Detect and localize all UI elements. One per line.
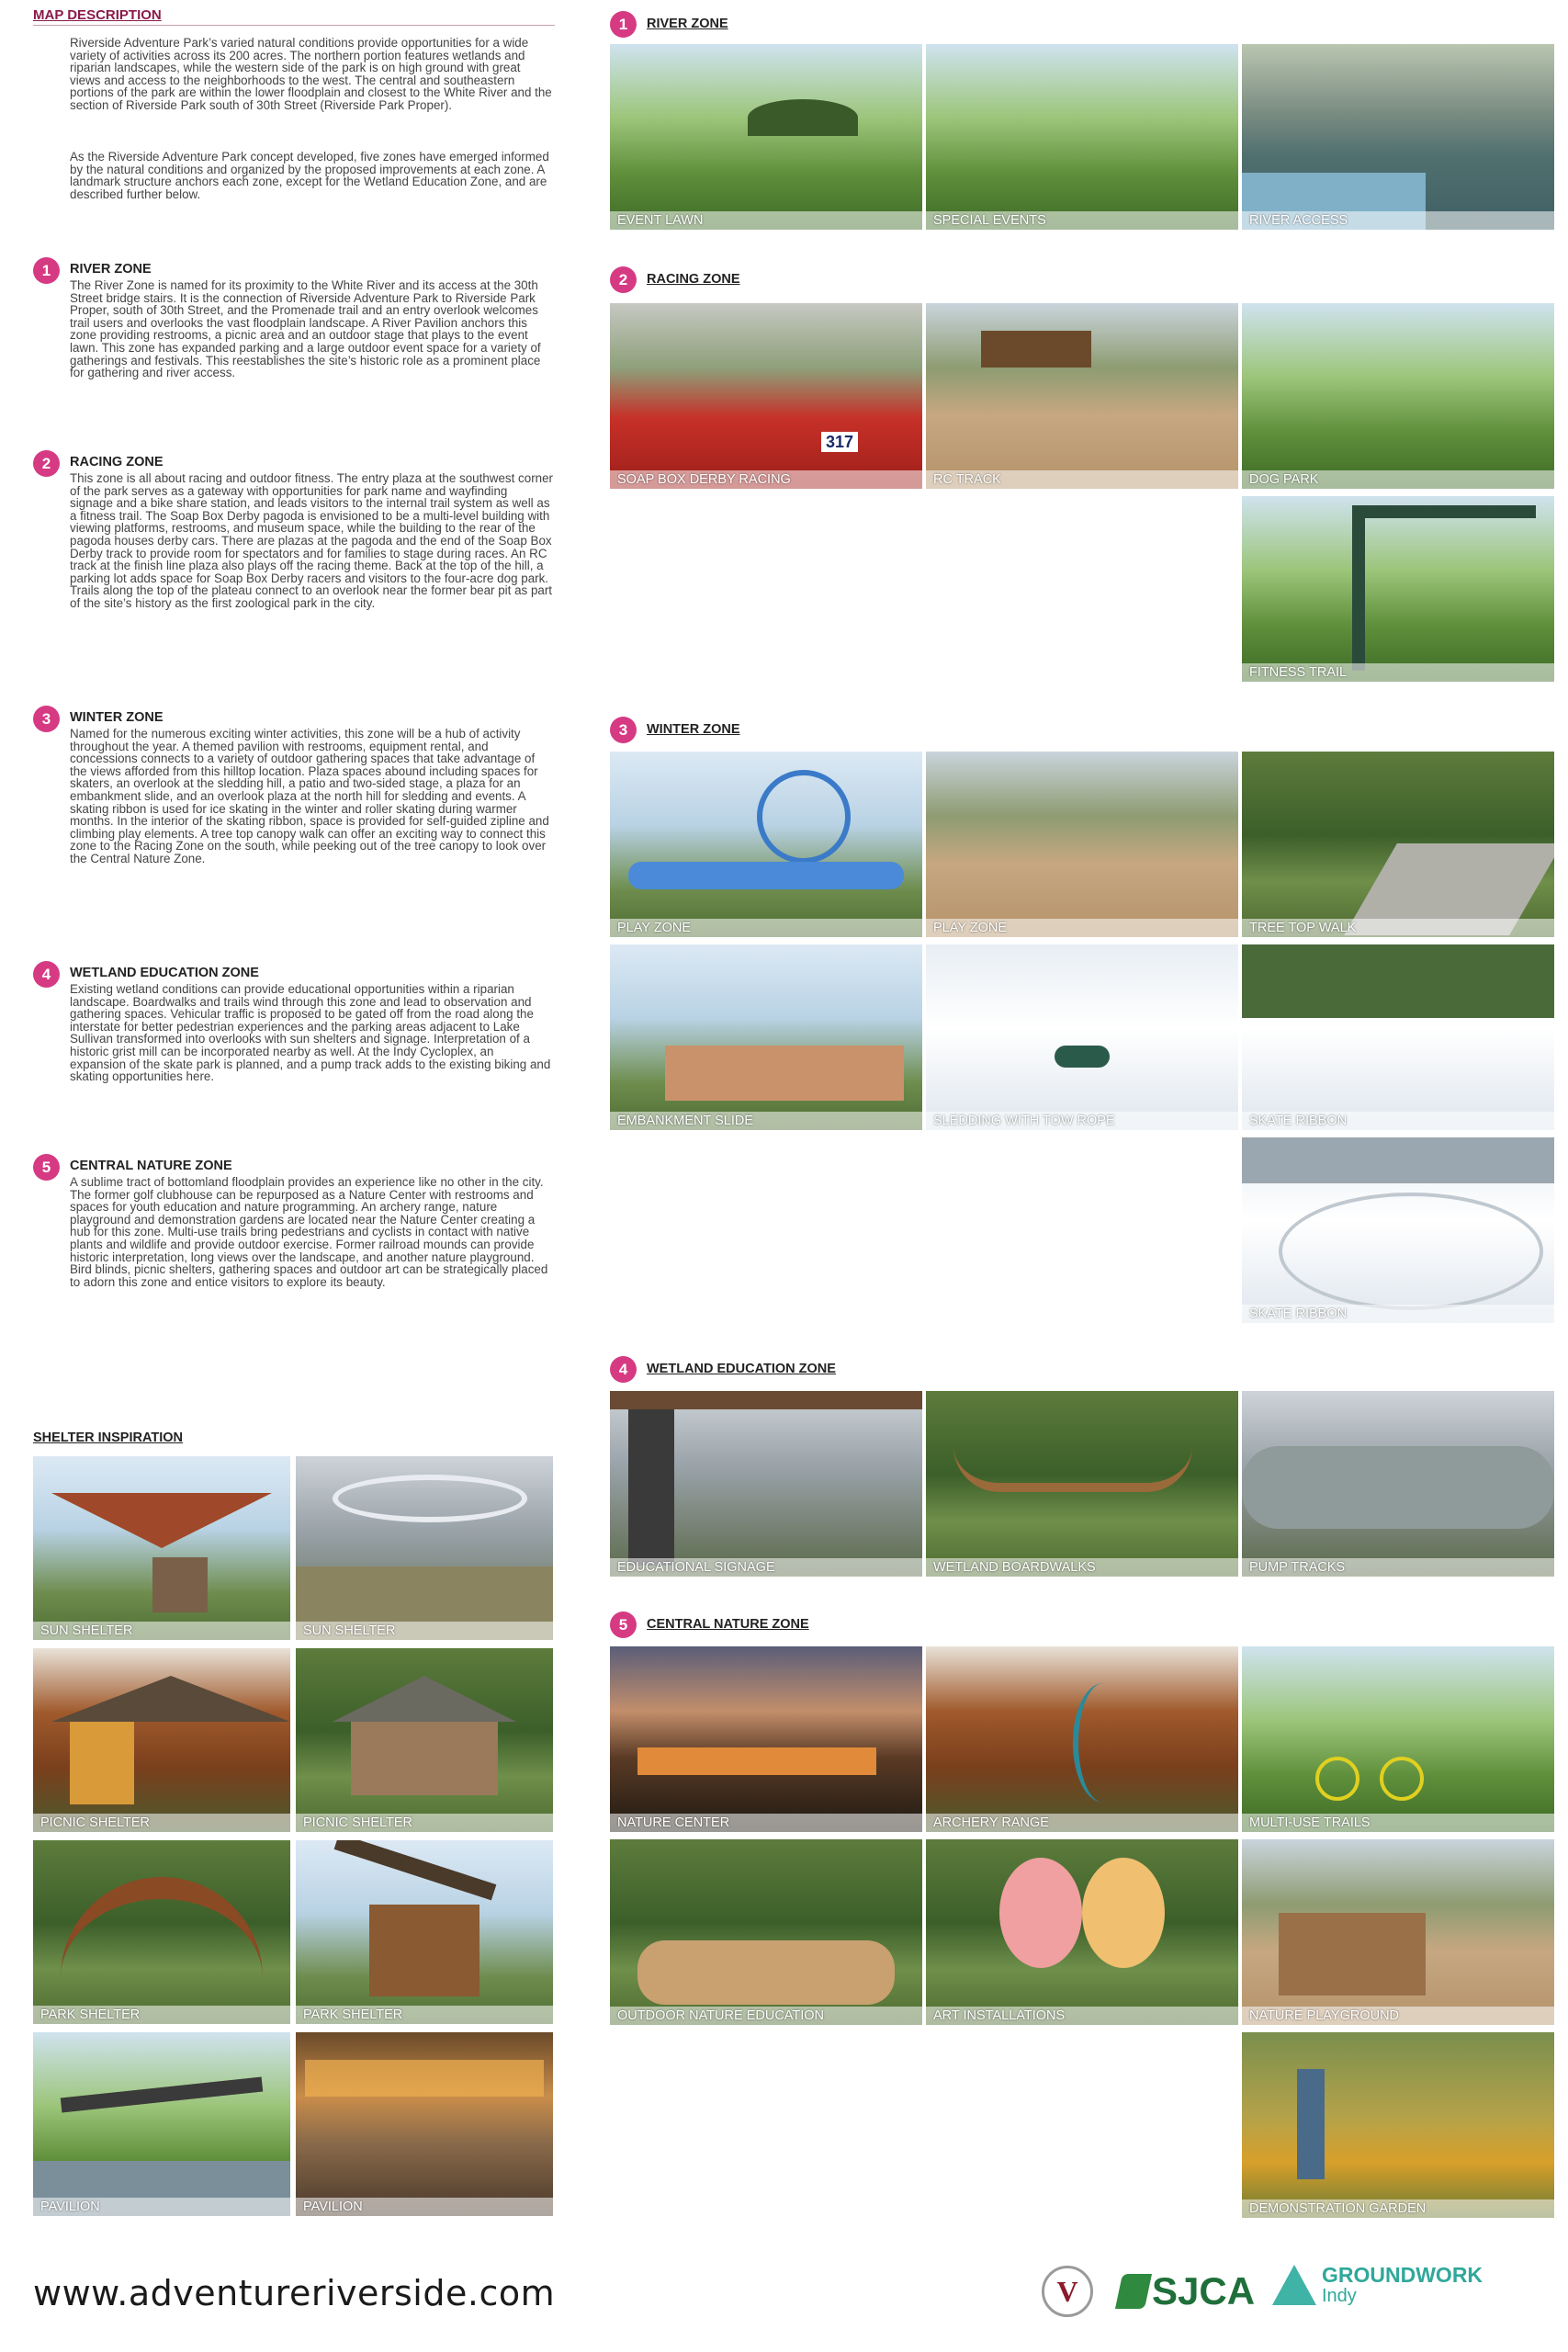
gallery-photo (1242, 303, 1554, 489)
photo-caption: ART INSTALLATIONS (926, 2007, 1238, 2025)
gallery-zone-5-title: CENTRAL NATURE ZONE (647, 1617, 809, 1632)
gallery-photo (1242, 1137, 1554, 1323)
gallery-zone-3-title: WINTER ZONE (647, 722, 740, 737)
shelter-photo (33, 1456, 290, 1640)
photo-caption: EMBANKMENT SLIDE (610, 1112, 922, 1130)
photo-caption: PICNIC SHELTER (296, 1814, 553, 1832)
photo-caption: PAVILION (296, 2198, 553, 2216)
photo-caption: DOG PARK (1242, 470, 1554, 489)
photo-caption: FITNESS TRAIL (1242, 663, 1554, 682)
photo-caption: WETLAND BOARDWALKS (926, 1558, 1238, 1577)
triangle-icon (1272, 2265, 1316, 2305)
photo-caption: MULTI-USE TRAILS (1242, 1814, 1554, 1832)
gallery-photo (1242, 752, 1554, 937)
photo-caption: TREE TOP WALK (1242, 919, 1554, 937)
photo-caption: ARCHERY RANGE (926, 1814, 1238, 1832)
photo-caption: SKATE RIBBON (1242, 1305, 1554, 1323)
gallery-zone-5-badge: 5 (610, 1611, 637, 1638)
gallery-zone-2-title: RACING ZONE (647, 272, 740, 287)
shelter-photo (296, 2032, 553, 2216)
photo-caption: NATURE CENTER (610, 1814, 922, 1832)
map-description-paragraph-2: As the Riverside Adventure Park concept developed, five zones have emerged informed by the natural conditions and organized by the proposed improvements at each zone. A landmark structure anchors each zone, except for the Wetland Education Zone, and are described further below. (70, 150, 549, 201)
zone-1-description: The River Zone is named for its proximity to the White River and its access at the 30th Street bridge stairs. It is the connection of Riverside Adventure Park to Riverside Park Proper, south of 30th Street, and the Promenade trail and an entry overlook welcomes trail users and overlooks the vast floodplain landscape. A River Pavilion anchors this zone providing restrooms, a picnic area and an outdoor stage that plays to the event lawn. This zone has expanded parking and a large outdoor event space for a variety of gatherings and festivals. This reestablishes the site’s historic role as a prominent place for gathering and river access. (70, 278, 541, 380)
gallery-photo (1242, 1839, 1554, 2025)
photo-caption: EVENT LAWN (610, 211, 922, 230)
zone-4-description: Existing wetland conditions can provide educational opportunities within a riparian landscape. Boardwalks and trails wind through this zone and lead to observation and gathering spaces. Vehicular traffic is proposed to be gated off from the road along the interstate for better pedestrian experiences and the parking areas adjacent to Lake Sullivan transformed into overlooks with sun shelters and signage. Interpretation of a historic grist mill can be incorporated nearby as well. At the Indy Cycloplex, an expansion of the skate park is planned, and a pump track adds to the existing biking and skating opportunities here. (70, 982, 551, 1084)
gallery-zone-2-badge: 2 (610, 266, 637, 293)
gallery-photo (610, 303, 922, 489)
photo-caption: SLEDDING WITH TOW ROPE (926, 1112, 1238, 1130)
groundwork-logo-text: GROUNDWORK (1322, 2263, 1483, 2287)
photo-caption: PARK SHELTER (33, 2006, 290, 2024)
gallery-zone-4-title: WETLAND EDUCATION ZONE (647, 1362, 836, 1376)
gallery-photo (1242, 2032, 1554, 2218)
zone-4-title: WETLAND EDUCATION ZONE (70, 966, 259, 980)
indy-logo-text: Indy (1322, 2286, 1357, 2306)
gallery-zone-1-badge: 1 (610, 11, 637, 38)
car-number: 317 (821, 432, 858, 452)
photo-caption: EDUCATIONAL SIGNAGE (610, 1558, 922, 1577)
photo-caption: PLAY ZONE (610, 919, 922, 937)
photo-caption: PAVILION (33, 2198, 290, 2216)
v-logo-letter: V (1056, 2274, 1078, 2308)
zone-5-description: A sublime tract of bottomland floodplain provides an experience like no other in the city. The former golf clubhouse can be repurposed as a Nature Center with restrooms and spaces for youth education and nature programming. An archery range, nature playground and demonstration gardens are located near the Nature Center creating a hub for this zone. Multi-use trails bring pedestrians and cyclists in contact with native plants and wildlife and provide outdoor exercise. Former railroad mounds can provide historic interpretation, long views over the landscape, and another nature playground. Bird blinds, picnic shelters, gathering spaces and outdoor art can be strategically placed to adorn this zone and entice visitors to explore its beauty. (70, 1175, 548, 1289)
gallery-zone-4-badge: 4 (610, 1356, 637, 1383)
shelter-photo (33, 1648, 290, 1832)
gallery-zone-3-badge: 3 (610, 717, 637, 743)
shelter-photo (296, 1648, 553, 1832)
shelter-photo (33, 1840, 290, 2024)
gallery-photo (926, 752, 1238, 937)
map-description-header: MAP DESCRIPTION (33, 7, 555, 26)
gallery-photo (1242, 496, 1554, 682)
photo-caption: SOAP BOX DERBY RACING (610, 470, 922, 489)
gallery-photo (1242, 944, 1554, 1130)
zone-1-title: RIVER ZONE (70, 262, 152, 277)
photo-caption: PICNIC SHELTER (33, 1814, 290, 1832)
photo-caption: PLAY ZONE (926, 919, 1238, 937)
photo-caption: NATURE PLAYGROUND (1242, 2007, 1554, 2025)
map-description-paragraph-1: Riverside Adventure Park’s varied natural conditions provide opportunities for a wide variety of activities across its 200 acres. The northern portion features wetlands and riparian landscapes, while the western side of the park is on high ground with great views and access to the neighborhoods to the west. The central and southeastern portions of the park are within the lower floodplain and closest to the White River and the section of Riverside Park south of 30th Street (Riverside Park Proper). (70, 36, 552, 112)
gallery-photo (610, 944, 922, 1130)
groundwork-indy-logo (1272, 2264, 1483, 2306)
gallery-photo (610, 1646, 922, 1832)
photo-caption: SPECIAL EVENTS (926, 211, 1238, 230)
zone-4-badge: 4 (33, 961, 60, 988)
shelter-photo (33, 2032, 290, 2216)
gallery-photo (610, 44, 922, 230)
v-logo (1042, 2266, 1093, 2317)
sjca-logo (1119, 2269, 1255, 2313)
gallery-photo (610, 1839, 922, 2025)
photo-caption: SKATE RIBBON (1242, 1112, 1554, 1130)
shelter-photo (296, 1840, 553, 2024)
gallery-zone-1-title: RIVER ZONE (647, 17, 728, 31)
sjca-logo-text: SJCA (1152, 2269, 1256, 2312)
shelter-inspiration-header: SHELTER INSPIRATION (33, 1430, 183, 1445)
zone-3-title: WINTER ZONE (70, 710, 164, 725)
photo-caption: RIVER ACCESS (1242, 211, 1554, 230)
gallery-photo (926, 44, 1238, 230)
zone-3-description: Named for the numerous exciting winter activities, this zone will be a hub of activity throughout the year. A themed pavilion with restrooms, equipment rental, and concessions connects to a variety of outdoor gathering spaces that take advantage of the views afforded from this hilltop location. Plaza spaces abound including spaces for skaters, an overlook at the sledding hill, a patio and two-sided stage, a plaza for an embankment slide, and an overlook plaza at the north hill for sledding and events. A skating ribbon is used for ice skating in the winter and roller skating during warmer months. In the interior of the skating ribbon, space is provided for self-guided zipline and climbing play elements. A tree top canopy walk can offer an exciting way to connect this zone to the Racing Zone on the south, while peeking out of the tree canopy to look over the Central Nature Zone. (70, 727, 549, 865)
zone-1-badge: 1 (33, 257, 60, 284)
gallery-photo (926, 944, 1238, 1130)
photo-caption: OUTDOOR NATURE EDUCATION (610, 2007, 922, 2025)
zone-2-title: RACING ZONE (70, 455, 164, 469)
gallery-photo (1242, 1391, 1554, 1577)
gallery-photo (926, 1646, 1238, 1832)
leaf-icon (1115, 2274, 1152, 2309)
zone-2-description: This zone is all about racing and outdoor fitness. The entry plaza at the southwest corner of the park serves as a gateway with opportunities for park name and wayfinding signage and a bike share station, and leads visitors to the internal trail system as well as a fitness trail. The Soap Box Derby pagoda is envisioned to be a multi-level building with viewing platforms, restrooms, and museum space, while the building to the rear of the pagoda houses derby cars. There are plazas at the pagoda and the end of the Soap Box Derby track to provide room for spectators and for families to stage during races. An RC track at the finish line plaza also plays off the racing theme. Back at the top of the hill, a parking lot adds space for Soap Box Derby racers and visitors to the four-acre dog park. Trails along the top of the plateau connect to an overlook near the former bear pit as part of the site’s history as the first zoological park in the city. (70, 471, 554, 610)
website-url: www.adventureriverside.com (33, 2273, 556, 2313)
photo-caption: PUMP TRACKS (1242, 1558, 1554, 1577)
photo-caption: SUN SHELTER (33, 1622, 290, 1640)
zone-2-badge: 2 (33, 450, 60, 477)
zone-5-badge: 5 (33, 1154, 60, 1181)
gallery-photo (926, 303, 1238, 489)
photo-caption: SUN SHELTER (296, 1622, 553, 1640)
photo-caption: PARK SHELTER (296, 2006, 553, 2024)
gallery-photo (610, 752, 922, 937)
gallery-photo (1242, 44, 1554, 230)
photo-caption: DEMONSTRATION GARDEN (1242, 2199, 1554, 2218)
gallery-photo (610, 1391, 922, 1577)
gallery-photo (926, 1839, 1238, 2025)
shelter-photo (296, 1456, 553, 1640)
gallery-photo (1242, 1646, 1554, 1832)
photo-caption: RC TRACK (926, 470, 1238, 489)
gallery-photo (926, 1391, 1238, 1577)
zone-5-title: CENTRAL NATURE ZONE (70, 1159, 232, 1173)
zone-3-badge: 3 (33, 706, 60, 732)
